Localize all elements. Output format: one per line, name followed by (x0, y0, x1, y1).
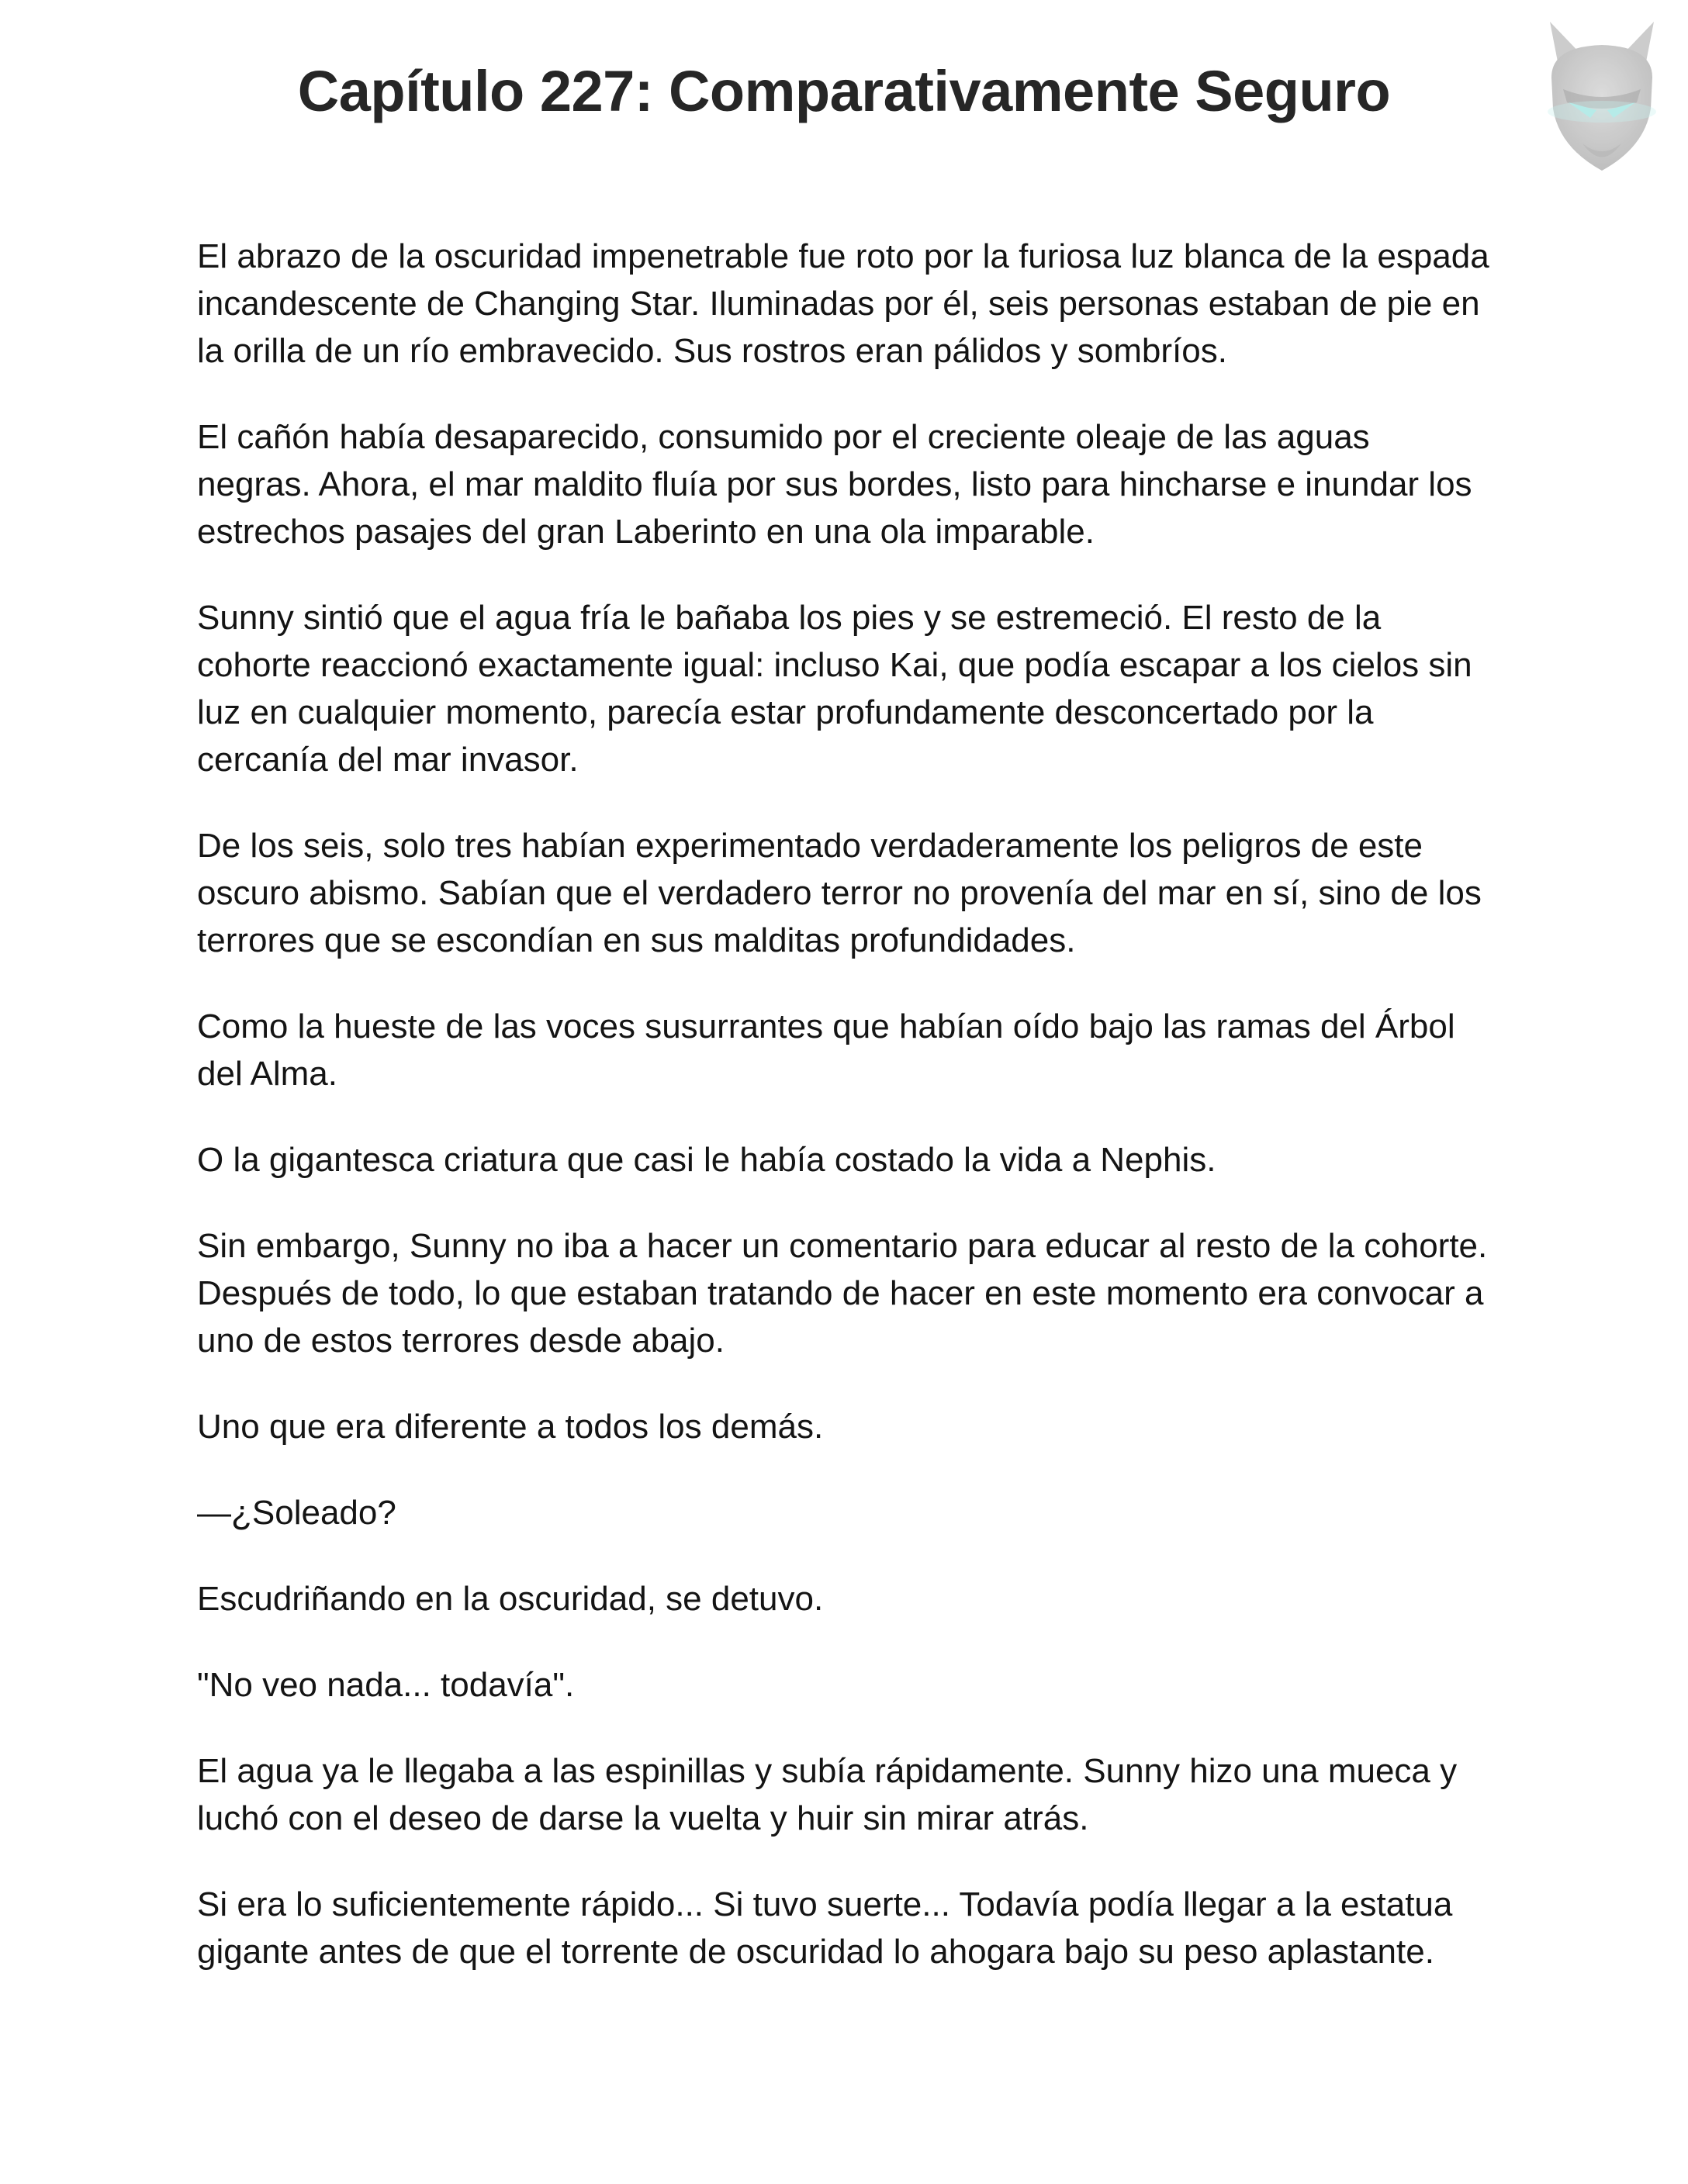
paragraph: El cañón había desaparecido, consumido por el creciente oleaje de las aguas negras. Ahora, el mar maldito fluía por sus bordes, listo para hincharse e inundar los estrechos pasajes del gran Laberinto en una ola imparable. (197, 418, 1472, 551)
paragraph: El agua ya le llegaba a las espinillas y subía rápidamente. Sunny hizo una mueca y luchó con el deseo de darse la vuelta y huir sin mirar atrás. (197, 1752, 1458, 1837)
paragraph: Si era lo suficientemente rápido... Si tuvo suerte... Todavía podía llegar a la estatua gigante antes de que el torrente de oscuridad lo ahogara bajo su peso aplastante. (197, 1885, 1453, 1971)
paragraph: Como la hueste de las voces susurrantes que habían oído bajo las ramas del Árbol del Alma. (197, 1007, 1455, 1093)
paragraph: —¿Soleado? (197, 1494, 396, 1532)
chapter-title: Capítulo 227: Comparativamente Seguro (297, 59, 1391, 123)
chapter-body (197, 233, 1493, 2014)
paragraph: Escudriñando en la oscuridad, se detuvo. (197, 1580, 824, 1618)
paragraph: Uno que era diferente a todos los demás. (197, 1408, 824, 1446)
paragraph: "No veo nada... todavía". (197, 1666, 575, 1704)
paragraph: De los seis, solo tres habían experimentado verdaderamente los peligros de este oscuro abismo. Sabían que el verdadero terror no provenía del mar en sí, sino de los terrores que se escondían en sus malditas profundidades. (197, 827, 1482, 959)
paragraph: El abrazo de la oscuridad impenetrable fue roto por la furiosa luz blanca de la espada incandescente de Changing Star. Iluminadas por él, seis personas estaban de pie en la orilla de un río embravecido. Sus rostros eran pálidos y sombríos. (197, 237, 1489, 370)
paragraph: Sin embargo, Sunny no iba a hacer un comentario para educar al resto de la cohorte. Después de todo, lo que estaban tratando de hacer en este momento era convocar a uno de estos terrores desde abajo. (197, 1227, 1488, 1360)
demon-head-icon (1528, 16, 1676, 182)
paragraph: Sunny sintió que el agua fría le bañaba los pies y se estremeció. El resto de la cohorte reaccionó exactamente igual: incluso Kai, que podía escapar a los cielos sin luz en cualquier momento, parecía estar profundamente desconcertado por la cercanía del mar invasor. (197, 599, 1472, 779)
paragraph: O la gigantesca criatura que casi le había costado la vida a Nephis. (197, 1141, 1216, 1179)
